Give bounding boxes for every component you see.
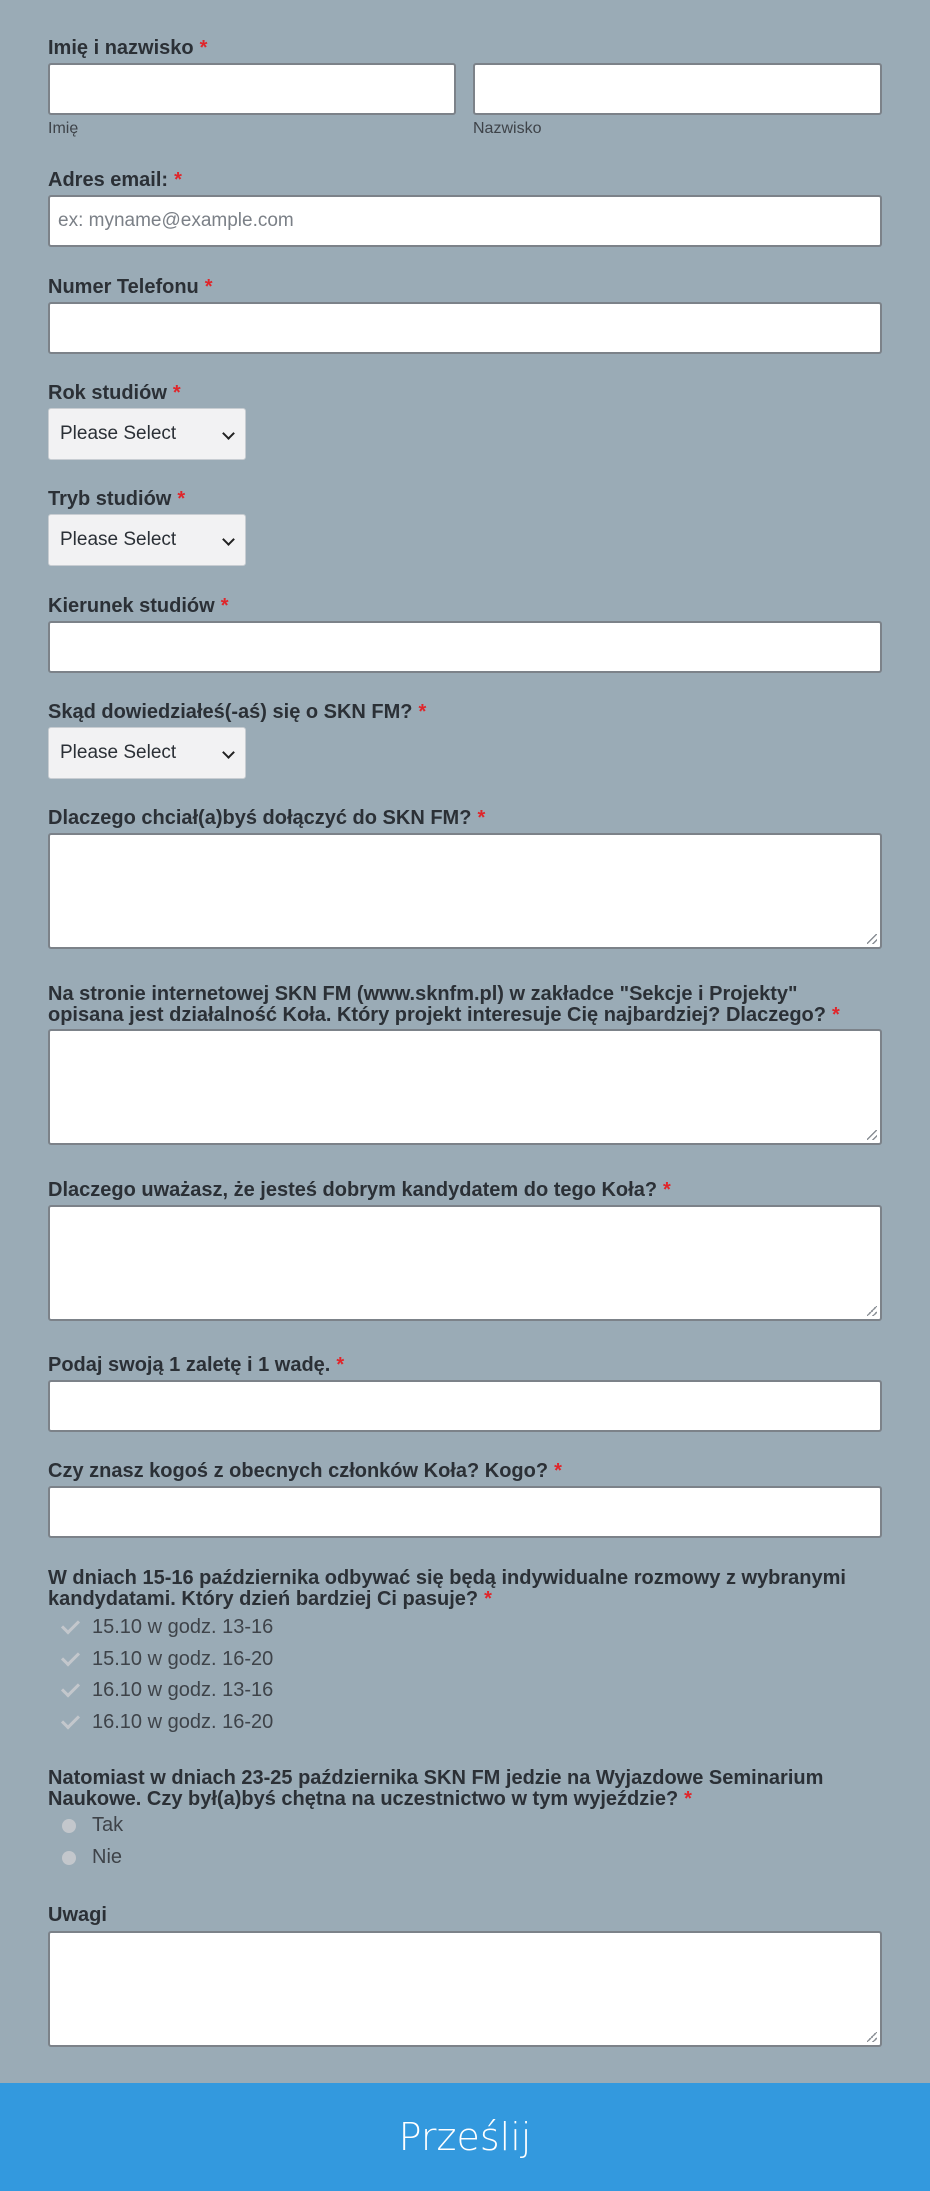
why-join-field [48, 808, 882, 949]
phone-field [48, 277, 882, 354]
required-mark: * [554, 1460, 562, 1482]
strength-field [48, 1355, 882, 1432]
interview-label [48, 1568, 882, 1610]
strength-label: Podaj swoją 1 zaletę i 1 wadę. * [48, 1354, 345, 1376]
notes-textarea[interactable] [48, 1931, 882, 2047]
mode-selected-value: Please Select [60, 529, 177, 550]
last-name-group [473, 63, 882, 138]
source-selected-value: Please Select [60, 742, 177, 763]
email-field [48, 170, 882, 247]
resize-handle-icon[interactable] [867, 1130, 877, 1140]
email-input[interactable] [48, 195, 882, 247]
why-join-label: Dlaczego chciał(a)byś dołączyć do SKN FM? * [48, 807, 486, 829]
first-name-input[interactable] [48, 63, 456, 115]
required-mark: * [204, 276, 213, 298]
know-member-field [48, 1461, 882, 1538]
chevron-down-icon [222, 533, 235, 546]
source-field [48, 702, 882, 779]
project-label [48, 984, 882, 1026]
last-name-input[interactable] [473, 63, 882, 115]
seminar-label [48, 1768, 882, 1810]
why-good-textarea[interactable] [48, 1205, 882, 1321]
why-good-label: Dlaczego uważasz, że jesteś dobrym kandydatem do tego Koła? * [48, 1179, 671, 1201]
mode-select[interactable] [48, 514, 246, 566]
year-label: Rok studiów * [48, 382, 181, 404]
checkbox-check-icon[interactable] [61, 1710, 80, 1729]
submit-button[interactable]: Prześlij [0, 2083, 930, 2191]
required-mark: * [684, 1788, 692, 1810]
strength-input[interactable] [48, 1380, 882, 1432]
required-mark: * [477, 807, 486, 829]
major-field [48, 596, 882, 673]
radio-icon[interactable] [62, 1851, 76, 1865]
notes-label: Uwagi [48, 1904, 107, 1926]
email-label: Adres email: * [48, 169, 182, 191]
required-mark: * [663, 1179, 671, 1201]
first-name-sublabel: Imię [48, 120, 79, 137]
notes-field [48, 1905, 882, 2047]
required-mark: * [831, 1004, 840, 1026]
required-mark: * [174, 169, 182, 191]
seminar-label-line1: Natomiast w dniach 23-25 października SKN FM jedzie na Wyjazdowe Seminarium [48, 1767, 824, 1789]
required-mark: * [199, 37, 208, 59]
interview-label-line2-wrap: kandydatami. Który dzień bardziej Ci pasuje? * [48, 1588, 492, 1610]
mode-field [48, 489, 882, 566]
last-name-sublabel: Nazwisko [473, 120, 542, 137]
major-input[interactable] [48, 621, 882, 673]
required-mark: * [172, 382, 181, 404]
project-textarea[interactable] [48, 1029, 882, 1145]
source-label: Skąd dowiedziałeś(-aś) się o SKN FM? * [48, 701, 427, 723]
seminar-label-line2-wrap: Naukowe. Czy był(a)byś chętna na uczestnictwo w tym wyjeździe? * [48, 1788, 692, 1810]
chevron-down-icon [222, 427, 235, 440]
interview-label-line1: W dniach 15-16 października odbywać się będą indywidualne rozmowy z wybranymi [48, 1567, 846, 1589]
major-label: Kierunek studiów * [48, 595, 229, 617]
chevron-down-icon [222, 746, 235, 759]
project-label-line1: Na stronie internetowej SKN FM (www.sknfm.pl) w zakładce "Sekcje i Projekty" [48, 983, 798, 1005]
why-join-textarea[interactable] [48, 833, 882, 949]
first-name-group [48, 63, 456, 138]
resize-handle-icon[interactable] [867, 934, 877, 944]
required-mark: * [177, 488, 186, 510]
required-mark: * [418, 701, 427, 723]
resize-handle-icon[interactable] [867, 1306, 877, 1316]
checkbox-check-icon[interactable] [61, 1678, 80, 1697]
phone-input[interactable] [48, 302, 882, 354]
mode-label: Tryb studiów * [48, 488, 186, 510]
resize-handle-icon[interactable] [867, 2032, 877, 2042]
project-label-line2-wrap: opisana jest działalność Koła. Który projekt interesuje Cię najbardziej? Dlaczego? * [48, 1004, 840, 1026]
required-mark: * [484, 1588, 492, 1610]
required-mark: * [336, 1354, 345, 1376]
project-field [48, 984, 882, 1145]
radio-icon[interactable] [62, 1819, 76, 1833]
know-member-label: Czy znasz kogoś z obecnych członków Koła? Kogo? * [48, 1460, 562, 1482]
year-selected-value: Please Select [60, 423, 177, 444]
why-good-field [48, 1180, 882, 1321]
phone-label: Numer Telefonu * [48, 276, 213, 298]
checkbox-check-icon[interactable] [61, 1615, 80, 1634]
required-mark: * [220, 595, 229, 617]
name-label: Imię i nazwisko * [48, 37, 208, 59]
name-field [48, 37, 882, 137]
know-member-input[interactable] [48, 1486, 882, 1538]
checkbox-check-icon[interactable] [61, 1647, 80, 1666]
submit-bar [0, 2083, 930, 2191]
interview-field: W dniach 15-16 października odbywać się będą indywidualne rozmowy z wybranymi kandydatami. Który dzień bardziej Ci pasuje? * 15.10 w godz. 13-16 15.10 w godz. 16-20 16.10 w godz. 13-16 16.10 w godz. 16-20 [48, 1568, 882, 1610]
year-field [48, 383, 882, 460]
year-select[interactable] [48, 408, 246, 460]
seminar-field: Natomiast w dniach 23-25 października SKN FM jedzie na Wyjazdowe Seminarium Naukowe. Czy był(a)byś chętna na uczestnictwo w tym wyjeździe? * Tak Nie [48, 1768, 882, 1810]
source-select[interactable] [48, 727, 246, 779]
